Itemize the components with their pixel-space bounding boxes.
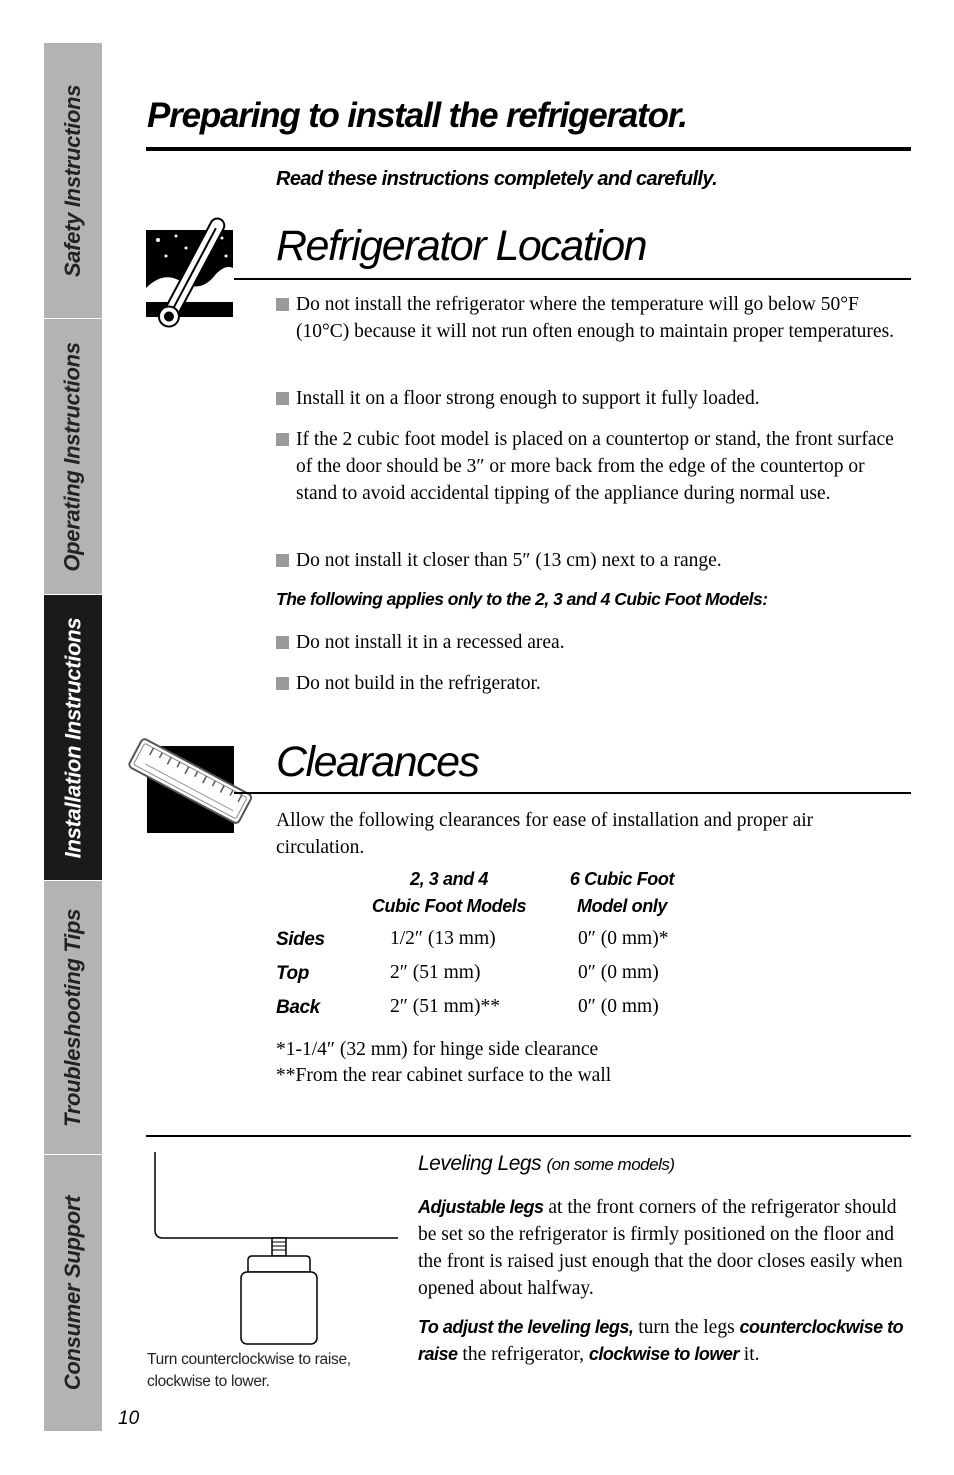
tab-consumer-support[interactable]: Consumer Support (60, 1195, 85, 1391)
page-title: Preparing to install the refrigerator. (147, 96, 687, 135)
models-note: The following applies only to the 2, 3 and 4 Cubic Foot Models: (276, 589, 768, 609)
row-label-top: Top (276, 963, 309, 984)
bullet-square-icon (276, 392, 289, 405)
section-title-location: Refrigerator Location (276, 222, 647, 270)
table-cell: 0″ (0 mm)* (578, 928, 669, 949)
tab-safety-instructions[interactable]: Safety Instructions (44, 43, 102, 319)
clearances-intro: Allow the following clearances for ease of installation and proper air circulation. (276, 810, 814, 858)
table-cell: 0″ (0 mm) (578, 996, 659, 1017)
list-item: Do not install it in a recessed area. (276, 629, 906, 656)
row-label-sides: Sides (276, 929, 325, 950)
column-header: 6 Cubic Foot Model only (569, 869, 675, 916)
leveling-instructions: To adjust the leveling legs, turn the legs counterclockwise to raise the refrigerator, clockwise to lower it. (418, 1317, 904, 1365)
leveling-leg-diagram (146, 1148, 406, 1358)
list-item: Do not install the refrigerator where the temperature will go below 50°F (10°C) because it will not run often enough to maintain proper temperatures. (276, 291, 906, 345)
leveling-paragraph: Adjustable legs at the front corners of the refrigerator should be set so the refrigerator is firmly positioned on the floor and the front is raised just enough that the door closes easily when opened about halfway. (418, 1197, 903, 1299)
tab-installation-instructions[interactable]: Installation Instructions (44, 595, 102, 881)
footnote: **From the rear cabinet surface to the wall (276, 1065, 612, 1086)
ruler-icon (126, 730, 258, 840)
title-divider (146, 147, 911, 151)
diagram-caption: Turn counterclockwise to raise, clockwise to lower. (147, 1351, 351, 1390)
intro-text: Read these instructions completely and carefully. (276, 168, 718, 190)
page-number: 10 (118, 1408, 140, 1429)
tab-troubleshooting-tips[interactable]: Troubleshooting Tips (44, 881, 102, 1155)
table-cell: 2″ (51 mm)** (390, 996, 500, 1017)
list-item: Install it on a floor strong enough to support it fully loaded. (276, 385, 906, 412)
table-cell: 0″ (0 mm) (578, 962, 659, 983)
footnote: *1-1/4″ (32 mm) for hinge side clearance (276, 1039, 599, 1060)
bullet-square-icon (276, 636, 289, 649)
row-label-back: Back (276, 997, 320, 1018)
bullet-square-icon (276, 433, 289, 446)
list-item: Do not install it closer than 5″ (13 cm) next to a range. (276, 547, 906, 574)
section-title-clearances: Clearances (276, 738, 479, 786)
section-divider-clearances (234, 792, 911, 794)
list-item: Do not build in the refrigerator. (276, 670, 906, 697)
side-tab-bar (44, 43, 102, 1431)
leveling-legs-title: Leveling Legs (on some models) (418, 1152, 675, 1175)
section-divider-location (234, 278, 911, 280)
list-item: If the 2 cubic foot model is placed on a countertop or stand, the front surface of the door should be 3″ or more back from the edge of the countertop or stand to avoid accidental tipping of the appliance during normal use. (276, 426, 906, 507)
bullet-square-icon (276, 298, 289, 311)
bullet-square-icon (276, 554, 289, 567)
thermometer-icon (146, 210, 236, 340)
tab-operating-instructions[interactable]: Operating Instructions (44, 319, 102, 595)
column-header: 2, 3 and 4 Cubic Foot Models (371, 869, 527, 916)
bullet-square-icon (276, 677, 289, 690)
table-cell: 2″ (51 mm) (390, 962, 481, 983)
leveling-divider (146, 1135, 911, 1137)
table-cell: 1/2″ (13 mm) (390, 928, 496, 949)
